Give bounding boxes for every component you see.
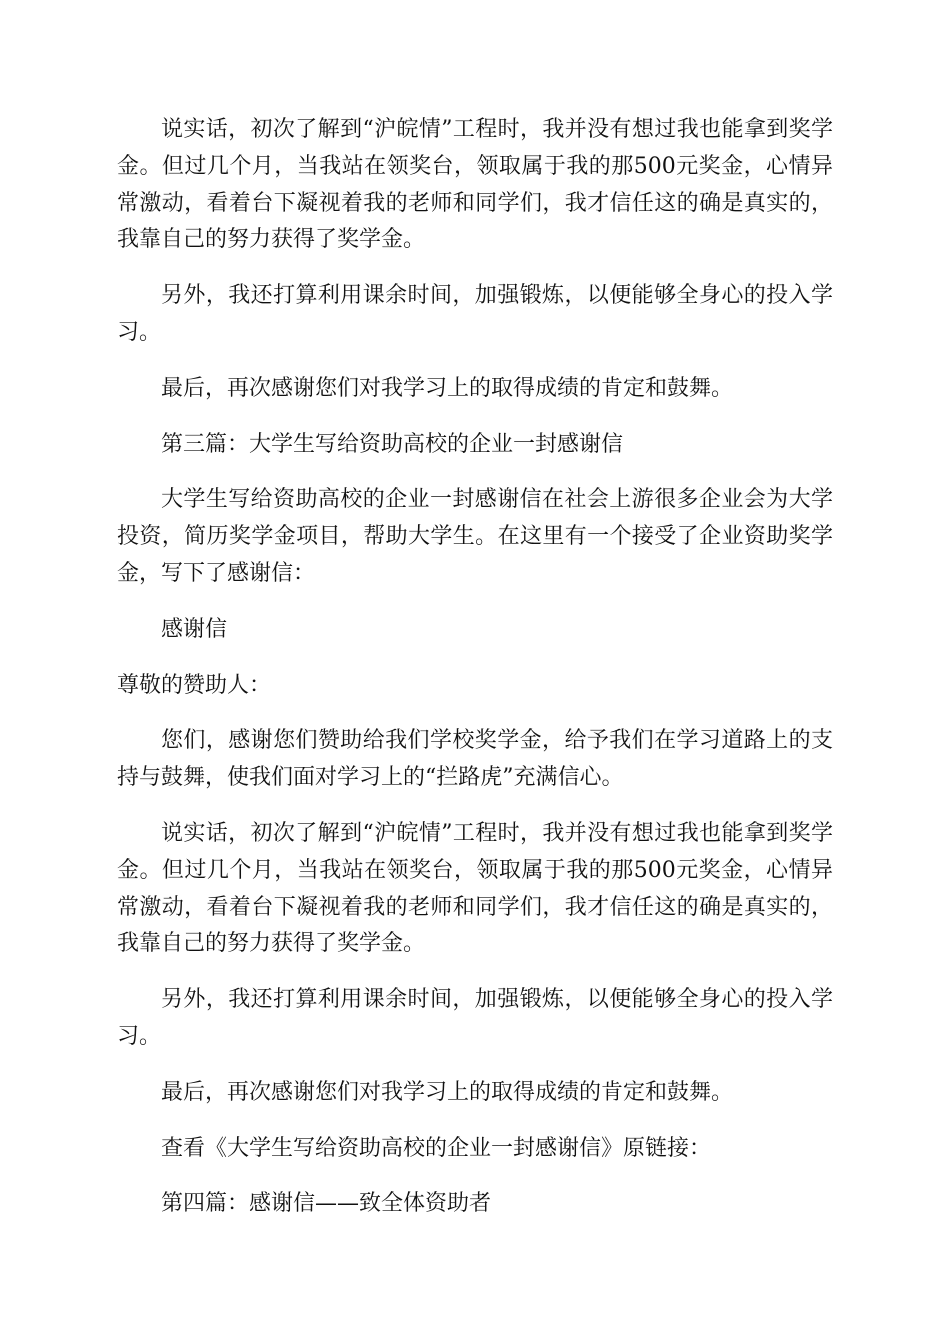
paragraph-intro: 大学生写给资助高校的企业一封感谢信在社会上游很多企业会为大学投资，简历奖学金项目，帮助大学生。在这里有一个接受了企业资助奖学金，写下了感谢信： <box>117 487 833 586</box>
paragraph-scholarship-story-repeat: 说实话，初次了解到“沪皖情”工程时，我并没有想过我也能拿到奖学金。但过几个月，当我站在领奖台，领取属于我的那500元奖金，心情异常激动，看着台下凝视着我的老师和同学们，我才信任这的确是真实的，我靠自己的努力获得了奖学金。 <box>117 820 833 957</box>
section-heading-part-three: 第三篇：大学生写给资助高校的企业一封感谢信 <box>161 431 624 457</box>
paragraph-final-thanks: 最后，再次感谢您们对我学习上的取得成绩的肯定和鼓舞。 <box>161 375 734 401</box>
paragraph-scholarship-story: 说实话，初次了解到“沪皖情”工程时，我并没有想过我也能拿到奖学金。但过几个月，当我站在领奖台，领取属于我的那500元奖金，心情异常激动，看着台下凝视着我的老师和同学们，我才信任这的确是真实的，我靠自己的努力获得了奖学金。 <box>117 117 833 253</box>
paragraph-study-plan-repeat: 另外，我还打算利用课余时间，加强锻炼，以便能够全身心的投入学习。 <box>117 987 833 1049</box>
letter-title: 感谢信 <box>161 616 228 642</box>
section-heading-part-four: 第四篇：感谢信——致全体资助者 <box>161 1191 492 1217</box>
paragraph-study-plan: 另外，我还打算利用课余时间，加强锻炼，以便能够全身心的投入学习。 <box>117 283 833 345</box>
letter-salutation: 尊敬的赞助人： <box>117 672 272 698</box>
document-body <box>117 112 833 1223</box>
paragraph-final-thanks-repeat: 最后，再次感谢您们对我学习上的取得成绩的肯定和鼓舞。 <box>161 1079 734 1105</box>
paragraph-thanks-sponsor: 您们，感谢您们赞助给我们学校奖学金，给予我们在学习道路上的支持与鼓舞，使我们面对学习上的“拦路虎”充满信心。 <box>117 728 833 791</box>
original-link-line: 查看《大学生写给资助高校的企业一封感谢信》原链接： <box>161 1135 712 1161</box>
